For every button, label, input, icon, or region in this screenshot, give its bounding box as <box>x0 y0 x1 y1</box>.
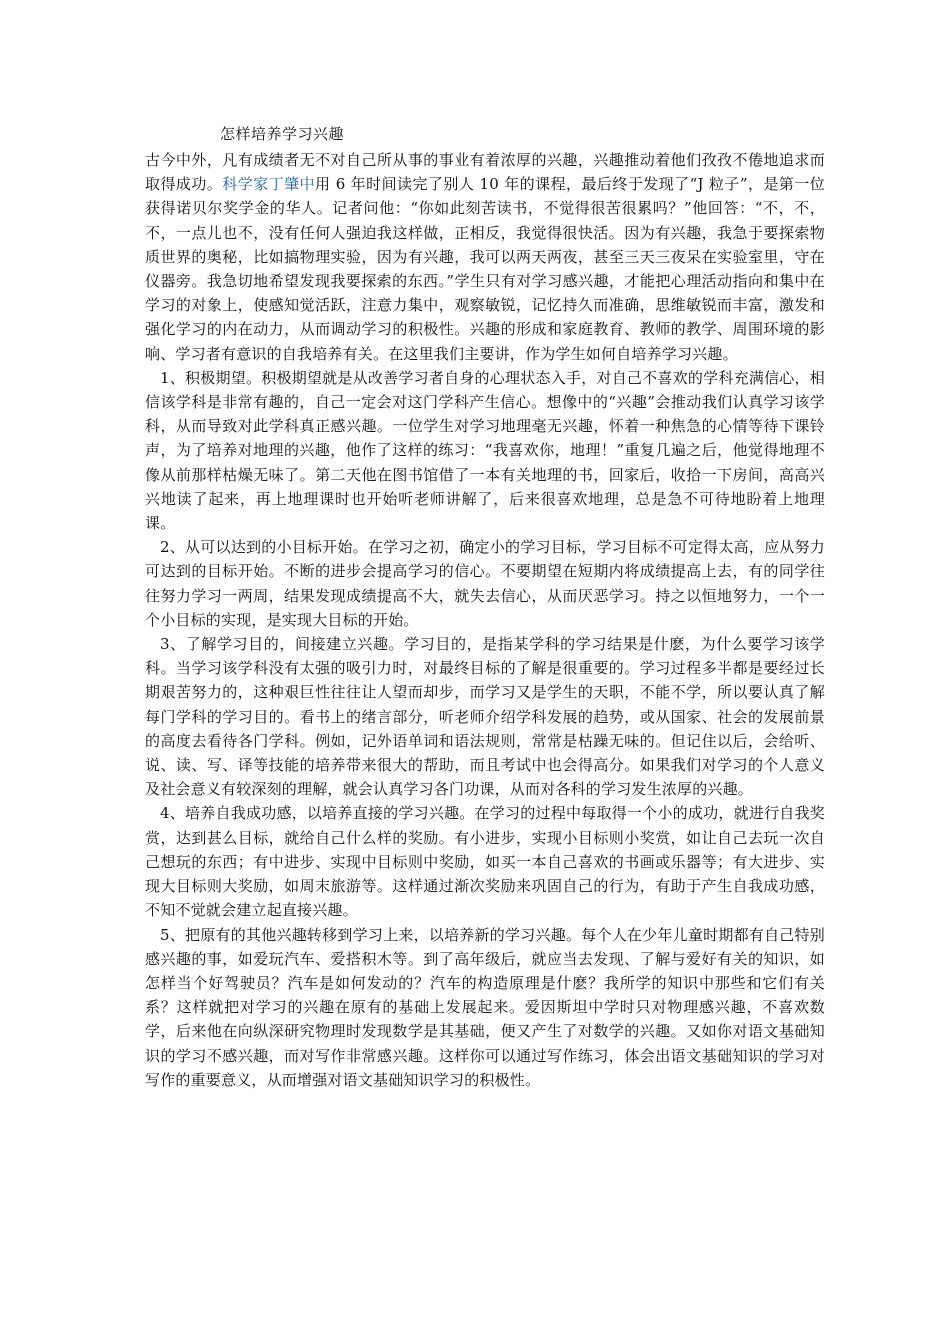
document-title: 怎样培养学习兴趣 <box>220 125 345 143</box>
point-paragraph-1: 1、积极期望。积极期望就是从改善学习者自身的心理状态入手，对自己不喜欢的学科充满信心，相信该学科是非常有趣的，自己一定会对这门学科产生信心。想像中的“兴趣”会推动我们认真学习该学科，从而导致对此学科真正感兴趣。一位学生对学习地理毫无兴趣，怀着一种焦急的心情等待下课铃声，为了培养对地理的兴趣，他作了这样的练习：“我喜欢你，地理！”重复几遍之后，他觉得地理不像从前那样枯燥无味了。第二天他在图书馆借了一本有关地理的书，回家后，收拾一下房间，高高兴兴地读了起来，再上地理课时也开始听老师讲解了，后来很喜欢地理，总是急不可待地盼着上地理课。 <box>145 368 825 533</box>
intro-text-before-link: 古今中外，凡有成绩者无不对自己所从事的事业有着浓厚的兴趣，兴趣推动着他们孜孜不倦地追求而取得成功。 <box>145 151 825 194</box>
intro-text-after-link: 用 6 年时间读完了别人 10 年的课程，最后终于发现了“J 粒子”，是第一位获得诺贝尔奖学金的华人。记者问他：“你如此刻苦读书，不觉得很苦很累吗？”他回答：“不，不，不，一点儿也不，没有任何人强迫我这样做，正相反，我觉得很快活。因为有兴趣，我急于要探索物质世界的奥秘，比如搞物理实验，因为有兴趣，我可以两天两夜，甚至三天三夜呆在实验室里，守在仪器旁。我急切地希望发现我要探索的东西。”学生只有对学习感兴趣，才能把心理活动指向和集中在学习的对象上，使感知觉活跃，注意力集中，观察敏锐，记忆持久而准确，思维敏锐而丰富，激发和强化学习的内在动力，从而调动学习的积极性。兴趣的形成和家庭教育、教师的教学、周围环境的影响、学习者有意识的自我培养有关。在这里我们主要讲，作为学生如何自培养学习兴趣。 <box>145 175 826 363</box>
point-paragraph-3: 3、了解学习目的，间接建立兴趣。学习目的，是指某学科的学习结果是什麽，为什么要学习该学科。当学习该学科没有太强的吸引力时，对最终目标的了解是很重要的。学习过程多半都是要经过长期艰苦努力的，这种艰巨性往往让人望而却步，而学习又是学生的天职，不能不学，所以要认真了解每门学科的学习目的。看书上的绪言部分，听老师介绍学科发展的趋势，或从国家、社会的发展前景的高度去看待各门学科。例如，记外语单词和语法规则，常常是枯躁无味的。但记住以后，会给听、说、读、写、译等技能的培养带来很大的帮助，而且考试中也会得高分。如果我们对学习的个人意义及社会意义有较深刻的理解，就会认真学习各门功课，从而对各科的学习发生浓厚的兴趣。 <box>145 635 825 799</box>
scientist-link[interactable]: 科学家丁肇中 <box>222 175 316 194</box>
document-page <box>145 120 825 1092</box>
point-paragraph-5: 5、把原有的其他兴趣转移到学习上来，以培养新的学习兴趣。每个人在少年儿童时期都有自己特别感兴趣的事，如爱玩汽车、爱搭积木等。到了高年级后，就应当去发现、了解与爱好有关的知识，如怎样当个好驾驶员？汽车是如何发动的？汽车的构造原理是什麽？我所学的知识中那些和它们有关系？这样就把对学习的兴趣在原有的基础上发展起来。爱因斯坦中学时只对物理感兴趣，不喜欢数学，后来他在向纵深研究物理时发现数学是其基础，便又产生了对数学的兴趣。又如你对语文基础知识的学习不感兴趣，而对写作非常感兴趣。这样你可以通过写作练习，体会出语文基础知识的学习对写作的重要意义，从而增强对语文基础知识学习的积极性。 <box>145 925 825 1089</box>
point-paragraph-4: 4、培养自我成功感，以培养直接的学习兴趣。在学习的过程中每取得一个小的成功，就进行自我奖赏，达到甚么目标，就给自己什么样的奖励。有小进步，实现小目标则小奖赏，如让自己去玩一次自己想玩的东西；有中进步、实现中目标则中奖励，如买一本自己喜欢的书画或乐器等；有大进步、实现大目标则大奖励，如周末旅游等。这样通过渐次奖励来巩固自己的行为，有助于产生自我成功感，不知不觉就会建立起直接兴趣。 <box>145 804 825 920</box>
intro-paragraph <box>145 148 825 366</box>
point-paragraph-2: 2、从可以达到的小目标开始。在学习之初，确定小的学习目标，学习目标不可定得太高，应从努力可达到的目标开始。不断的进步会提高学习的信心。不要期望在短期内将成绩提高上去，有的同学往往努力学习一两周，结果发现成绩提高不大，就失去信心，从而厌恶学习。持之以恒地努力，一个一个小目标的实现，是实现大目标的开始。 <box>145 538 825 629</box>
